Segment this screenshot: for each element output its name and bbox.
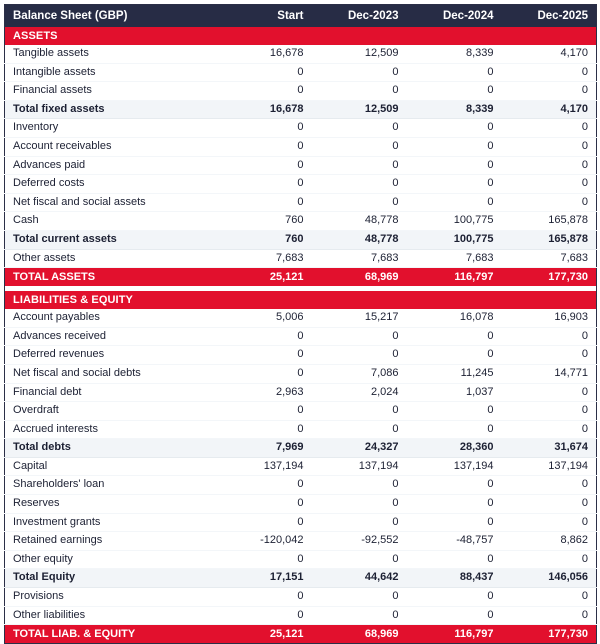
section-header-row [5,291,597,309]
cell-dec2025: 0 [502,119,597,138]
row-label: Financial assets [5,82,217,101]
column-header-dec2025: Dec-2025 [502,5,597,28]
grand-total-row [5,625,597,644]
cell-dec2024: 1,037 [407,383,502,402]
cell-dec2024: 7,683 [407,249,502,268]
cell-dec2023: 12,509 [312,45,407,63]
table-row [5,364,597,383]
row-label: Account payables [5,309,217,327]
balance-sheet-table [4,4,597,644]
table-row [5,45,597,63]
cell-start: 7,969 [217,439,312,458]
cell-start: 0 [217,156,312,175]
table-row [5,588,597,607]
cell-dec2023: 68,969 [312,625,407,644]
row-label: TOTAL LIAB. & EQUITY [5,625,217,644]
cell-dec2025: 177,730 [502,268,597,287]
cell-dec2025: 14,771 [502,364,597,383]
cell-dec2023: 48,778 [312,212,407,231]
cell-start: 0 [217,550,312,569]
cell-dec2025: 0 [502,550,597,569]
table-row [5,156,597,175]
table-row [5,309,597,327]
row-label: Intangible assets [5,63,217,82]
cell-dec2023: 15,217 [312,309,407,327]
cell-dec2025: 0 [502,495,597,514]
cell-start: 5,006 [217,309,312,327]
section-header-label: LIABILITIES & EQUITY [5,291,597,309]
row-label: Investment grants [5,513,217,532]
row-label: Provisions [5,588,217,607]
cell-start: 25,121 [217,268,312,287]
cell-dec2023: -92,552 [312,532,407,551]
table-row [5,495,597,514]
cell-start: 0 [217,606,312,625]
cell-dec2024: 0 [407,193,502,212]
grand-total-row [5,268,597,287]
table-row [5,402,597,421]
cell-dec2023: 48,778 [312,230,407,249]
cell-dec2024: 0 [407,327,502,346]
row-label: Shareholders' loan [5,476,217,495]
cell-start: 0 [217,513,312,532]
row-label: Total current assets [5,230,217,249]
cell-dec2024: 0 [407,63,502,82]
cell-dec2025: 0 [502,82,597,101]
cell-dec2025: 8,862 [502,532,597,551]
cell-dec2025: 0 [502,588,597,607]
cell-dec2025: 16,903 [502,309,597,327]
cell-dec2024: 0 [407,420,502,439]
column-header-dec2023: Dec-2023 [312,5,407,28]
table-row [5,119,597,138]
cell-start: 17,151 [217,569,312,588]
column-header-start: Start [217,5,312,28]
cell-dec2024: 0 [407,137,502,156]
cell-dec2025: 0 [502,193,597,212]
cell-dec2023: 0 [312,63,407,82]
cell-start: 0 [217,420,312,439]
row-label: Advances paid [5,156,217,175]
table-row [5,137,597,156]
cell-dec2025: 146,056 [502,569,597,588]
row-label: Deferred revenues [5,346,217,365]
cell-start: 0 [217,402,312,421]
table-row [5,606,597,625]
cell-dec2024: 116,797 [407,625,502,644]
cell-dec2024: 100,775 [407,212,502,231]
cell-dec2025: 31,674 [502,439,597,458]
cell-start: 0 [217,175,312,194]
cell-start: 2,963 [217,383,312,402]
row-label: Other assets [5,249,217,268]
section-header-label: ASSETS [5,27,597,45]
table-row [5,420,597,439]
row-label: Tangible assets [5,45,217,63]
cell-dec2024: 8,339 [407,45,502,63]
cell-dec2024: 11,245 [407,364,502,383]
cell-dec2025: 137,194 [502,457,597,476]
cell-start: 0 [217,588,312,607]
cell-dec2023: 0 [312,420,407,439]
cell-dec2024: 0 [407,402,502,421]
row-label: Overdraft [5,402,217,421]
row-label: Account receivables [5,137,217,156]
cell-start: 0 [217,495,312,514]
cell-start: 137,194 [217,457,312,476]
table-row [5,532,597,551]
cell-start: 0 [217,63,312,82]
row-label: Net fiscal and social assets [5,193,217,212]
column-header-label: Balance Sheet (GBP) [5,5,217,28]
cell-dec2023: 0 [312,550,407,569]
cell-dec2025: 0 [502,476,597,495]
cell-dec2023: 24,327 [312,439,407,458]
cell-start: 0 [217,364,312,383]
cell-dec2024: 0 [407,476,502,495]
cell-dec2024: 0 [407,156,502,175]
table-row [5,193,597,212]
cell-dec2024: 0 [407,82,502,101]
cell-dec2024: 0 [407,175,502,194]
table-header [5,5,597,28]
table-row [5,346,597,365]
cell-start: 0 [217,137,312,156]
cell-start: 760 [217,230,312,249]
cell-dec2023: 0 [312,137,407,156]
cell-start: 16,678 [217,100,312,119]
row-label: Reserves [5,495,217,514]
cell-dec2024: 8,339 [407,100,502,119]
cell-start: 0 [217,82,312,101]
cell-dec2023: 0 [312,513,407,532]
cell-dec2024: 100,775 [407,230,502,249]
table-row [5,212,597,231]
row-label: Total fixed assets [5,100,217,119]
row-label: Financial debt [5,383,217,402]
cell-start: -120,042 [217,532,312,551]
row-label: Advances received [5,327,217,346]
cell-dec2023: 0 [312,175,407,194]
subtotal-row [5,569,597,588]
cell-dec2025: 0 [502,383,597,402]
row-label: Other equity [5,550,217,569]
table-row [5,175,597,194]
table-row [5,550,597,569]
row-label: Capital [5,457,217,476]
cell-dec2024: 28,360 [407,439,502,458]
cell-dec2023: 0 [312,119,407,138]
cell-dec2023: 0 [312,156,407,175]
cell-dec2023: 0 [312,476,407,495]
cell-dec2025: 4,170 [502,45,597,63]
cell-dec2024: 0 [407,588,502,607]
subtotal-row [5,439,597,458]
cell-dec2025: 4,170 [502,100,597,119]
cell-dec2025: 177,730 [502,625,597,644]
cell-dec2025: 0 [502,137,597,156]
cell-start: 760 [217,212,312,231]
cell-dec2024: 16,078 [407,309,502,327]
table-row [5,63,597,82]
row-label: Other liabilities [5,606,217,625]
cell-dec2024: 0 [407,513,502,532]
cell-dec2024: 137,194 [407,457,502,476]
cell-dec2024: 116,797 [407,268,502,287]
table-row [5,476,597,495]
cell-start: 0 [217,119,312,138]
cell-dec2025: 165,878 [502,212,597,231]
table-row [5,457,597,476]
subtotal-row [5,230,597,249]
row-label: Deferred costs [5,175,217,194]
cell-dec2023: 0 [312,327,407,346]
row-label: Accrued interests [5,420,217,439]
table-row [5,383,597,402]
row-label: Retained earnings [5,532,217,551]
table-row [5,513,597,532]
cell-start: 0 [217,476,312,495]
cell-dec2024: -48,757 [407,532,502,551]
cell-dec2025: 0 [502,175,597,194]
cell-dec2025: 0 [502,420,597,439]
cell-dec2024: 0 [407,346,502,365]
column-header-dec2024: Dec-2024 [407,5,502,28]
cell-dec2023: 0 [312,606,407,625]
cell-dec2023: 68,969 [312,268,407,287]
table-row [5,327,597,346]
cell-dec2025: 165,878 [502,230,597,249]
row-label: TOTAL ASSETS [5,268,217,287]
cell-dec2023: 0 [312,193,407,212]
cell-dec2024: 0 [407,495,502,514]
cell-dec2023: 12,509 [312,100,407,119]
cell-dec2024: 88,437 [407,569,502,588]
cell-start: 16,678 [217,45,312,63]
row-label: Total Equity [5,569,217,588]
cell-start: 0 [217,193,312,212]
cell-dec2025: 0 [502,63,597,82]
row-label: Cash [5,212,217,231]
cell-dec2023: 44,642 [312,569,407,588]
cell-dec2025: 0 [502,156,597,175]
table-body [5,27,597,644]
row-label: Net fiscal and social debts [5,364,217,383]
row-label: Total debts [5,439,217,458]
cell-dec2025: 0 [502,513,597,532]
cell-dec2024: 0 [407,119,502,138]
section-header-row [5,27,597,45]
cell-dec2023: 137,194 [312,457,407,476]
cell-dec2025: 0 [502,606,597,625]
subtotal-row [5,100,597,119]
cell-dec2023: 7,086 [312,364,407,383]
cell-dec2023: 0 [312,588,407,607]
cell-dec2024: 0 [407,606,502,625]
cell-start: 0 [217,327,312,346]
cell-dec2025: 0 [502,346,597,365]
cell-dec2023: 0 [312,402,407,421]
cell-dec2024: 0 [407,550,502,569]
table-row [5,82,597,101]
cell-dec2023: 0 [312,346,407,365]
cell-dec2025: 7,683 [502,249,597,268]
cell-start: 7,683 [217,249,312,268]
cell-dec2023: 0 [312,495,407,514]
table-row [5,249,597,268]
cell-dec2023: 7,683 [312,249,407,268]
cell-dec2023: 2,024 [312,383,407,402]
row-label: Inventory [5,119,217,138]
cell-dec2025: 0 [502,327,597,346]
cell-dec2023: 0 [312,82,407,101]
cell-dec2025: 0 [502,402,597,421]
header-row [5,5,597,28]
cell-start: 25,121 [217,625,312,644]
cell-start: 0 [217,346,312,365]
